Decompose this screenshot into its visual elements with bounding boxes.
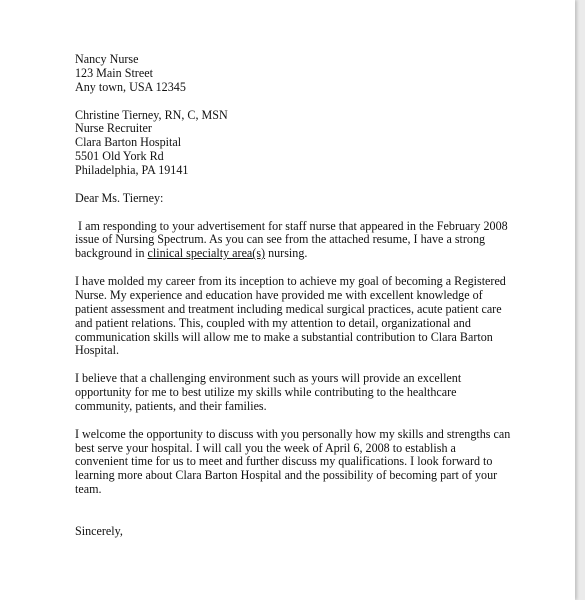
paragraph-line: communication skills will allow me to make a substantial contribution to Clara Barton [75,329,493,344]
paragraph-line: I welcome the opportunity to discuss with you personally how my skills and strengths can [75,426,511,441]
closing-text: Sincerely, [75,523,123,538]
recipient-address [75,109,515,178]
paragraph-line: I am responding to your advertisement for staff nurse that appeared in the February 2008 [75,218,508,233]
sender-name: Nancy Nurse [75,52,139,66]
paragraph-line: issue of Nursing Spectrum. As you can see from the attached resume, I have a strong [75,232,486,247]
paragraph-line [75,247,515,261]
paragraph-line: learning more about Clara Barton Hospital and the possibility of becoming part of your [75,468,498,483]
line-text: nursing. [265,246,308,261]
sender-city: Any town, USA 12345 [75,79,186,94]
paragraph-line: community, patients, and their families. [75,398,267,413]
paragraph-line: I believe that a challenging environment such as yours will provide an excellent [75,371,462,386]
paragraph-line: best serve your hospital. I will call you the week of April 6, 2008 to establish a [75,440,456,455]
paragraph-environment [75,372,515,414]
closing [75,525,515,539]
recipient-title: Nurse Recruiter [75,121,152,136]
recipient-city: Philadelphia, PA 19141 [75,162,189,177]
recipient-name: Christine Tierney, RN, C, MSN [75,107,228,122]
paragraph-line: I have molded my career from its inception to achieve my goal of becoming a Registered [75,274,506,289]
paragraph-closing [75,428,515,497]
sender-street: 123 Main Street [75,65,153,80]
salutation [75,192,515,206]
paragraph-line: opportunity for me to best utilize my skills while contributing to the healthcare [75,385,457,400]
paragraph-line: team. [75,482,102,497]
paragraph-line: patient assessment and treatment including medical surgical practices, acute patient care [75,301,502,316]
line-text: background in [75,246,148,261]
paragraph-intro [75,220,515,262]
sender-address [75,53,515,95]
salutation-text: Dear Ms. Tierney: [75,190,164,205]
letter-body [75,53,515,539]
specialty-area-link[interactable]: clinical specialty area(s) [147,246,266,261]
paragraph-line: and patient relations. This, coupled with my attention to detail, organizational and [75,315,471,330]
recipient-street: 5501 Old York Rd [75,149,164,164]
paragraph-line: Hospital. [75,343,120,358]
recipient-organization: Clara Barton Hospital [75,135,182,150]
paragraph-career [75,275,515,358]
paragraph-line: Nurse. My experience and education have provided me with excellent knowledge of [75,287,483,302]
paragraph-line: convenient time for us to meet and further discuss my qualifications. I look forward to [75,454,493,469]
